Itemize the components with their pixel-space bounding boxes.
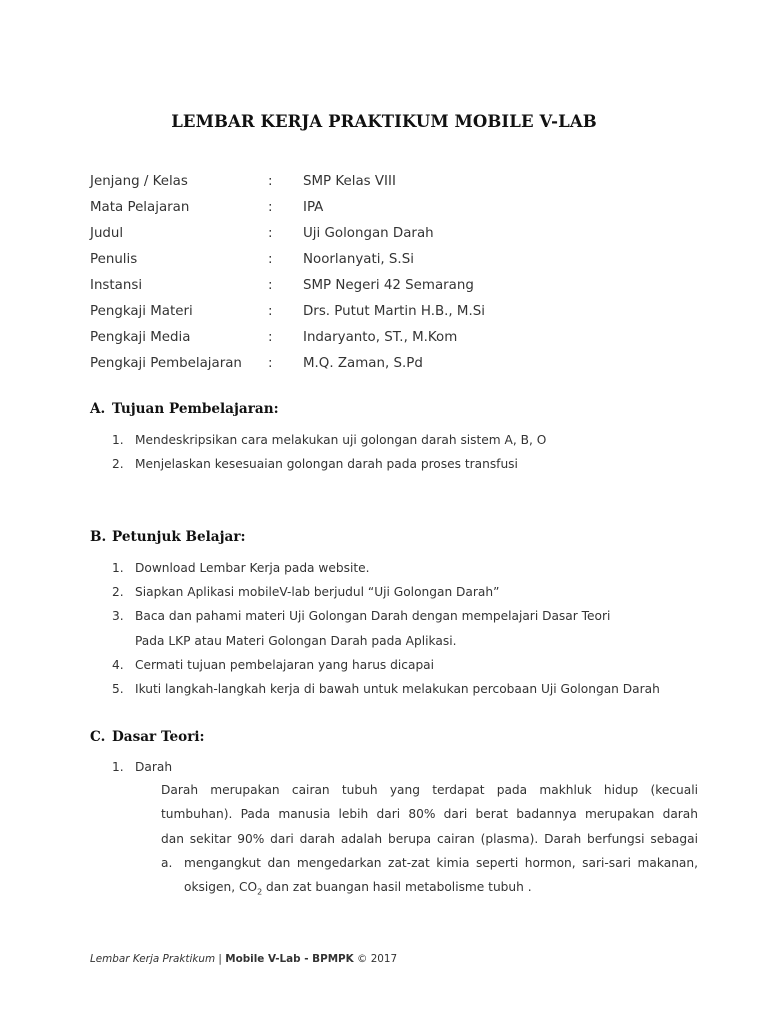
list-number: 2. (112, 585, 124, 600)
list-item (112, 653, 660, 677)
info-value: IPA (303, 199, 324, 215)
sublist-letter: a. (161, 856, 173, 870)
list-text: Menjelaskan kesesuaian golongan darah pada proses transfusi (135, 457, 518, 472)
sublist-line (161, 875, 698, 905)
footer-doc-name: Lembar Kerja Praktikum (90, 953, 216, 965)
info-row (90, 298, 485, 324)
section-letter: C. (90, 729, 106, 745)
info-colon: : (268, 303, 273, 319)
info-label: Jenjang / Kelas (90, 173, 188, 189)
info-table (90, 168, 485, 376)
info-label: Pengkaji Media (90, 329, 191, 345)
info-label: Instansi (90, 277, 143, 293)
page-footer (90, 953, 397, 965)
section-letter: A. (90, 401, 106, 417)
list-text: Mendeskripsikan cara melakukan uji golongan darah sistem A, B, O (135, 433, 547, 448)
info-row (90, 194, 485, 220)
section-b-heading (90, 529, 246, 545)
list-text: Ikuti langkah-langkah kerja di bawah untuk melakukan percobaan Uji Golongan Darah (135, 682, 660, 697)
info-row (90, 324, 485, 350)
list-number: 5. (112, 682, 124, 697)
section-c-list (112, 755, 172, 779)
list-text: Darah (135, 760, 173, 775)
sublist-line (161, 851, 698, 875)
section-letter: B. (90, 529, 107, 545)
paragraph-line: tumbuhan). Pada manusia lebih dari 80% dari berat badannya merupakan darah (161, 807, 698, 822)
info-row (90, 350, 485, 376)
sublist-item (161, 851, 698, 905)
paragraph-line: Darah merupakan cairan tubuh yang terdapat pada makhluk hidup (kecuali (161, 783, 698, 797)
info-value: Noorlanyati, S.Si (303, 251, 414, 267)
section-a-heading (90, 401, 279, 417)
list-number: 3. (112, 609, 124, 624)
footer-brand: Mobile V-Lab - BPMPK (225, 953, 354, 965)
list-text: Download Lembar Kerja pada website. (135, 561, 370, 576)
list-number: 1. (112, 760, 124, 775)
list-number: 1. (112, 561, 124, 576)
info-value: Indaryanto, ST., M.Kom (303, 329, 458, 345)
list-number: 2. (112, 457, 124, 472)
info-row (90, 246, 485, 272)
list-item (112, 428, 546, 452)
sublist-text: oksigen, CO (184, 880, 258, 895)
list-item (112, 755, 172, 779)
info-value: Uji Golongan Darah (303, 225, 434, 241)
info-colon: : (268, 225, 273, 241)
list-number: 1. (112, 433, 124, 448)
footer-copyright: © 2017 (353, 953, 398, 965)
sublist-text: dan zat buangan hasil metabolisme tubuh . (262, 880, 532, 895)
info-label: Judul (90, 225, 124, 241)
section-c-heading (90, 729, 205, 745)
section-title: Dasar Teori: (112, 729, 205, 745)
section-title: Petunjuk Belajar: (112, 529, 246, 545)
info-colon: : (268, 355, 273, 371)
list-number: 4. (112, 657, 124, 672)
footer-separator: | (215, 953, 226, 965)
info-value: M.Q. Zaman, S.Pd (303, 355, 423, 371)
info-label: Pengkaji Materi (90, 303, 193, 319)
info-value: SMP Negeri 42 Semarang (303, 277, 474, 293)
paragraph-darah (161, 778, 698, 851)
list-item-continuation (112, 629, 660, 653)
section-title: Tujuan Pembelajaran: (112, 401, 279, 417)
list-item (112, 580, 660, 604)
info-value: Drs. Putut Martin H.B., M.Si (303, 303, 485, 319)
info-value: SMP Kelas VIII (303, 173, 396, 189)
info-colon: : (268, 173, 273, 189)
list-text: Pada LKP atau Materi Golongan Darah pada Aplikasi. (135, 633, 457, 648)
info-label: Penulis (90, 251, 138, 267)
subscript: 2 (257, 887, 263, 897)
sublist-text: mengangkut dan mengedarkan zat-zat kimia seperti hormon, sari-sari makanan, (184, 856, 698, 870)
list-text: Siapkan Aplikasi mobileV-lab berjudul “Uji Golongan Darah” (135, 585, 500, 600)
info-row (90, 272, 485, 298)
info-colon: : (268, 329, 273, 345)
info-label: Pengkaji Pembelajaran (90, 355, 242, 371)
list-item (112, 452, 546, 476)
list-text: Cermati tujuan pembelajaran yang harus dicapai (135, 657, 435, 672)
info-row (90, 168, 485, 194)
list-item (112, 604, 660, 628)
section-b-list (112, 556, 660, 701)
section-a-list (112, 428, 546, 476)
info-colon: : (268, 251, 273, 267)
info-colon: : (268, 277, 273, 293)
info-label: Mata Pelajaran (90, 199, 190, 215)
list-item (112, 556, 660, 580)
list-item (112, 677, 660, 701)
paragraph-line: dan sekitar 90% dari darah adalah berupa cairan (plasma). Darah berfungsi sebagai (161, 831, 698, 846)
info-colon: : (268, 199, 273, 215)
info-row (90, 220, 485, 246)
document-title: LEMBAR KERJA PRAKTIKUM MOBILE V-LAB (171, 112, 597, 131)
list-text: Baca dan pahami materi Uji Golongan Darah dengan mempelajari Dasar Teori (135, 609, 611, 624)
